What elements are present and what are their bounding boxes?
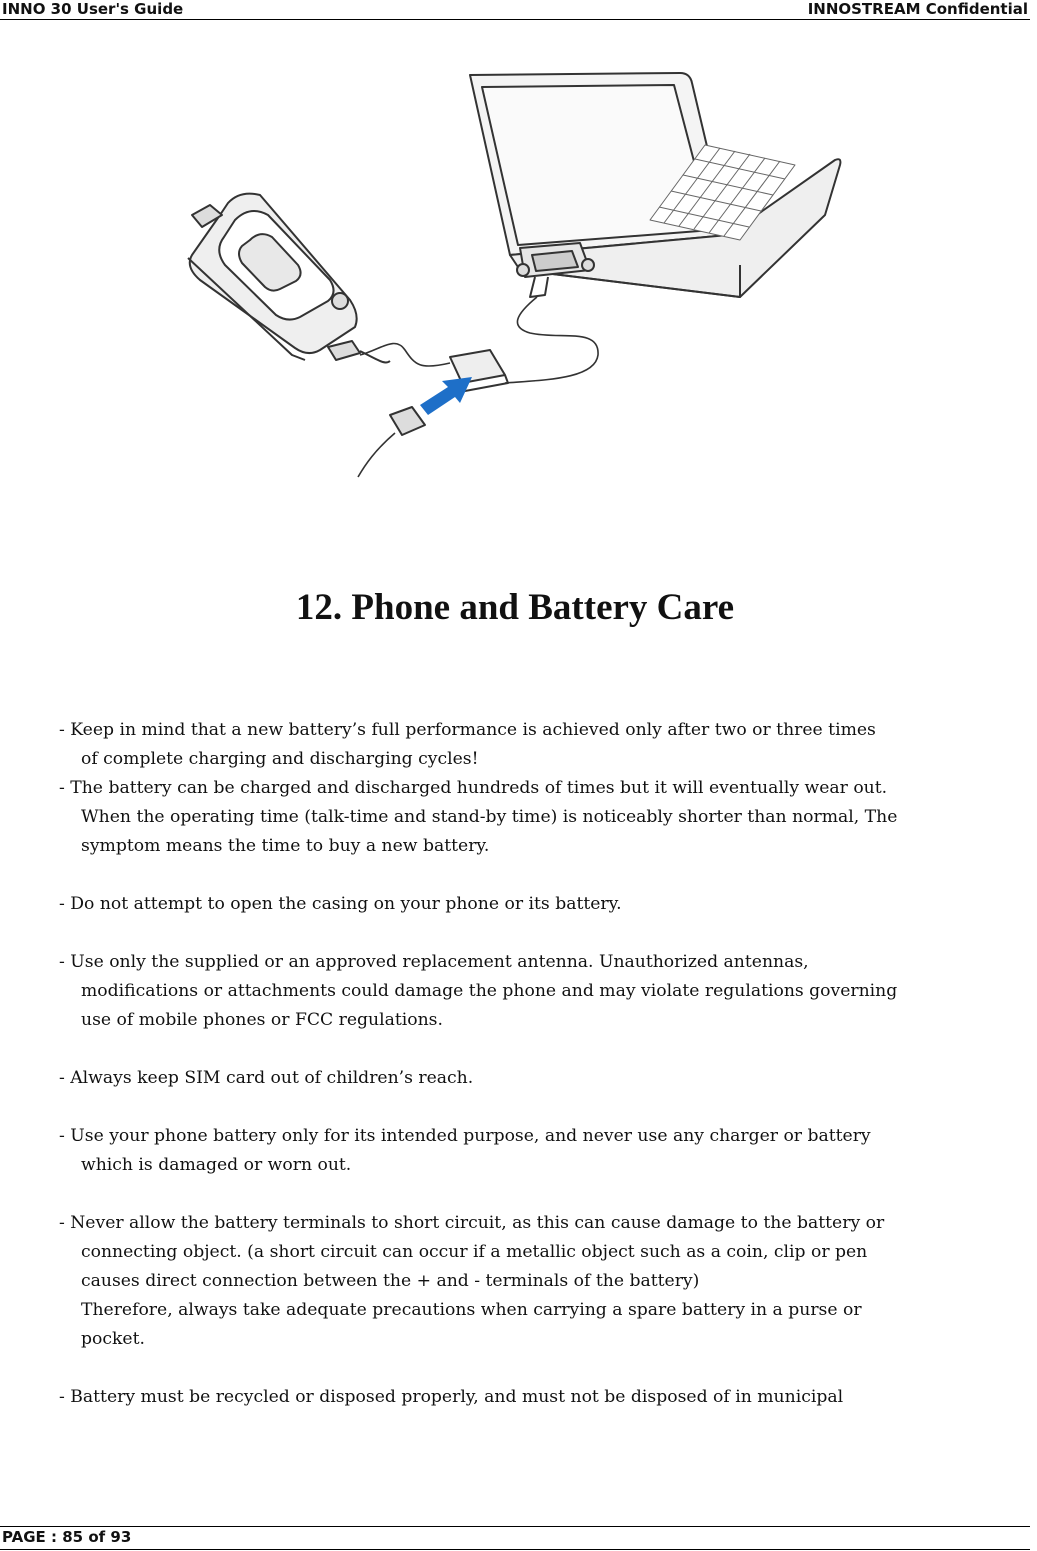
bullet-line: - Never allow the battery terminals to short circuit, as this can cause damage to the battery or — [59, 1213, 885, 1233]
bullet-continuation: When the operating time (talk-time and stand-by time) is noticeably shorter than normal, The — [81, 807, 898, 827]
bullet-continuation: pocket. — [81, 1329, 145, 1349]
care-instructions — [59, 716, 1034, 1412]
header-doc-title: INNO 30 User's Guide — [2, 0, 184, 18]
bullet-line: - Always keep SIM card out of children’s reach. — [59, 1068, 474, 1088]
bullet-continuation: Therefore, always take adequate precautions when carrying a spare battery in a purse or — [81, 1300, 862, 1320]
bullet-continuation: symptom means the time to buy a new battery. — [81, 836, 490, 856]
page-footer — [0, 1526, 1030, 1550]
section-title: 12. Phone and Battery Care — [295, 587, 735, 628]
bullet-continuation: connecting object. (a short circuit can occur if a metallic object such as a coin, clip or pen — [81, 1242, 868, 1262]
bullet-continuation: of complete charging and discharging cycles! — [81, 749, 479, 769]
bullet-line: - Do not attempt to open the casing on your phone or its battery. — [59, 894, 622, 914]
page-header — [0, 0, 1030, 20]
bullet-continuation: which is damaged or worn out. — [81, 1155, 352, 1175]
header-confidential: INNOSTREAM Confidential — [807, 0, 1028, 18]
bullet-continuation: modifications or attachments could damage the phone and may violate regulations governing — [81, 981, 898, 1001]
phone-laptop-illustration — [180, 65, 845, 485]
bullet-continuation: use of mobile phones or FCC regulations. — [81, 1010, 443, 1030]
bullet-continuation: causes direct connection between the + and - terminals of the battery) — [81, 1271, 700, 1291]
page-number: PAGE : 85 of 93 — [2, 1528, 132, 1546]
bullet-line: - The battery can be charged and discharged hundreds of times but it will eventually wear out. — [59, 778, 888, 798]
bullet-line: - Battery must be recycled or disposed properly, and must not be disposed of in municipal — [59, 1387, 844, 1407]
bullet-line: - Use only the supplied or an approved replacement antenna. Unauthorized antennas, — [59, 952, 809, 972]
bullet-line: - Use your phone battery only for its intended purpose, and never use any charger or battery — [59, 1126, 871, 1146]
bullet-line: - Keep in mind that a new battery’s full performance is achieved only after two or three times — [59, 720, 876, 740]
